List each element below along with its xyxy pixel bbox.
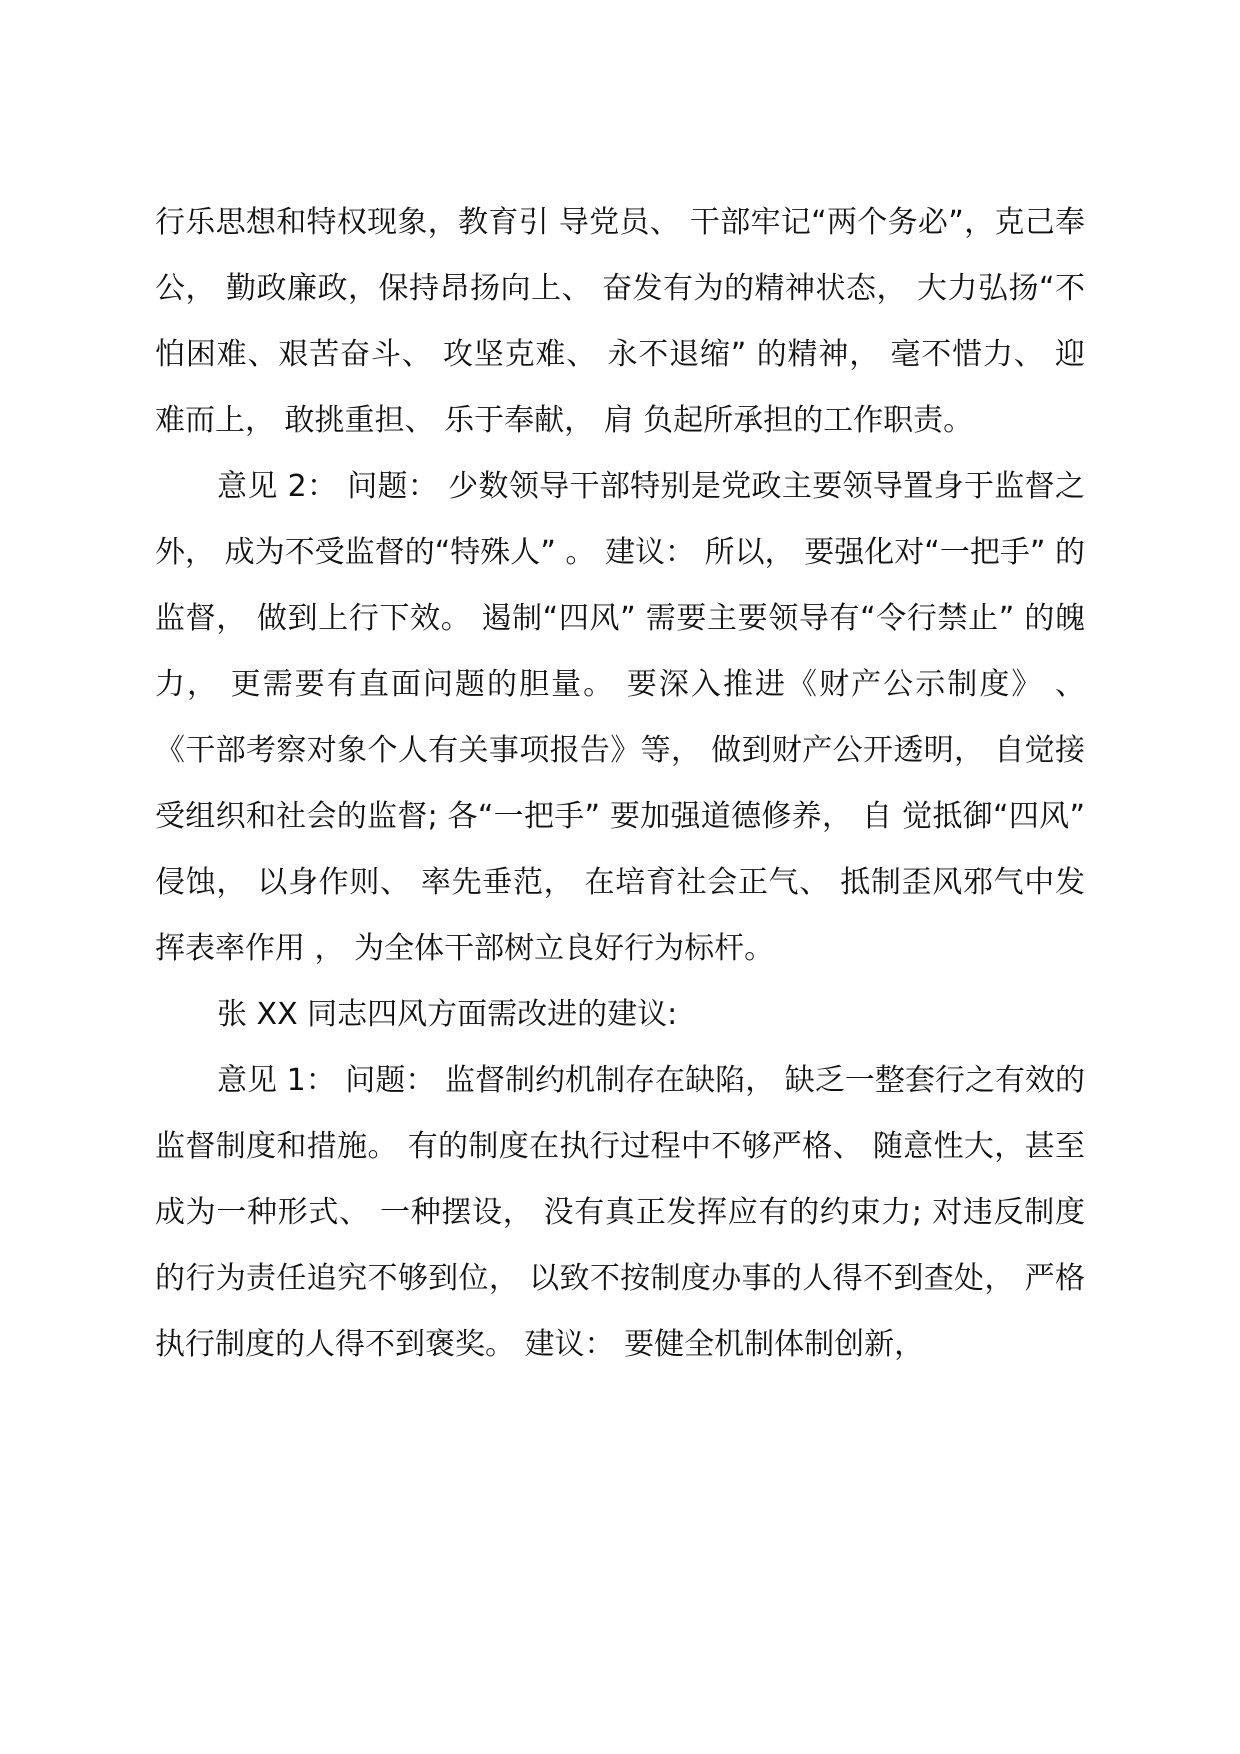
paragraph-opinion-2: 意见 2： 问题： 少数领导干部特别是党政主要领导置身于监督之外， 成为不受监督的“特殊人” 。 建议： 所以， 要强化对“一把手” 的监督， 做到上行下效。 遏制“四风” 需要主要领导有“令行禁止” 的魄力， 更需要有直面问题的胆量。 要深入推进《财产公示制度》 、 《干部考察对象个人有关事项报告》等， 做到财产公开透明， 自觉接受组织和社会的监督; 各“一把手” 要加强道德修养， 自 觉抵御“四风” 侵蚀， 以身作则、 率先垂范， 在培育社会正气、 抵制歪风邪气中发挥表率作用 ， 为全体干部树立良好行为标杆。	[155, 469, 1085, 966]
paragraph-opinion-1: 意见 1： 问题： 监督制约机制存在缺陷， 缺乏一整套行之有效的监督制度和措施。 有的制度在执行过程中不够严格、 随意性大，甚至成为一种形式、 一种摆设， 没有真正发挥应有的约束力; 对违反制度的行为责任追究不够到位， 以致不按制度办事的人得不到查处， 严格执行制度的人得不到褒奖。 建议： 要健全机制体制创新，	[155, 1063, 1085, 1362]
document-body	[155, 190, 1085, 1378]
paragraph-continuation: 行乐思想和特权现象，教育引 导党员、 干部牢记“两个务必”，克己奉公， 勤政廉政，保持昂扬向上、 奋发有为的精神状态， 大力弘扬“不怕困难、艰苦奋斗、 攻坚克难、 永不退缩” 的精神， 毫不惜力、 迎难而上， 敢挑重担、 乐于奉献， 肩 负起所承担的工作职责。	[155, 205, 1085, 438]
section-heading: 张 XX 同志四风方面需改进的建议:	[217, 997, 678, 1032]
